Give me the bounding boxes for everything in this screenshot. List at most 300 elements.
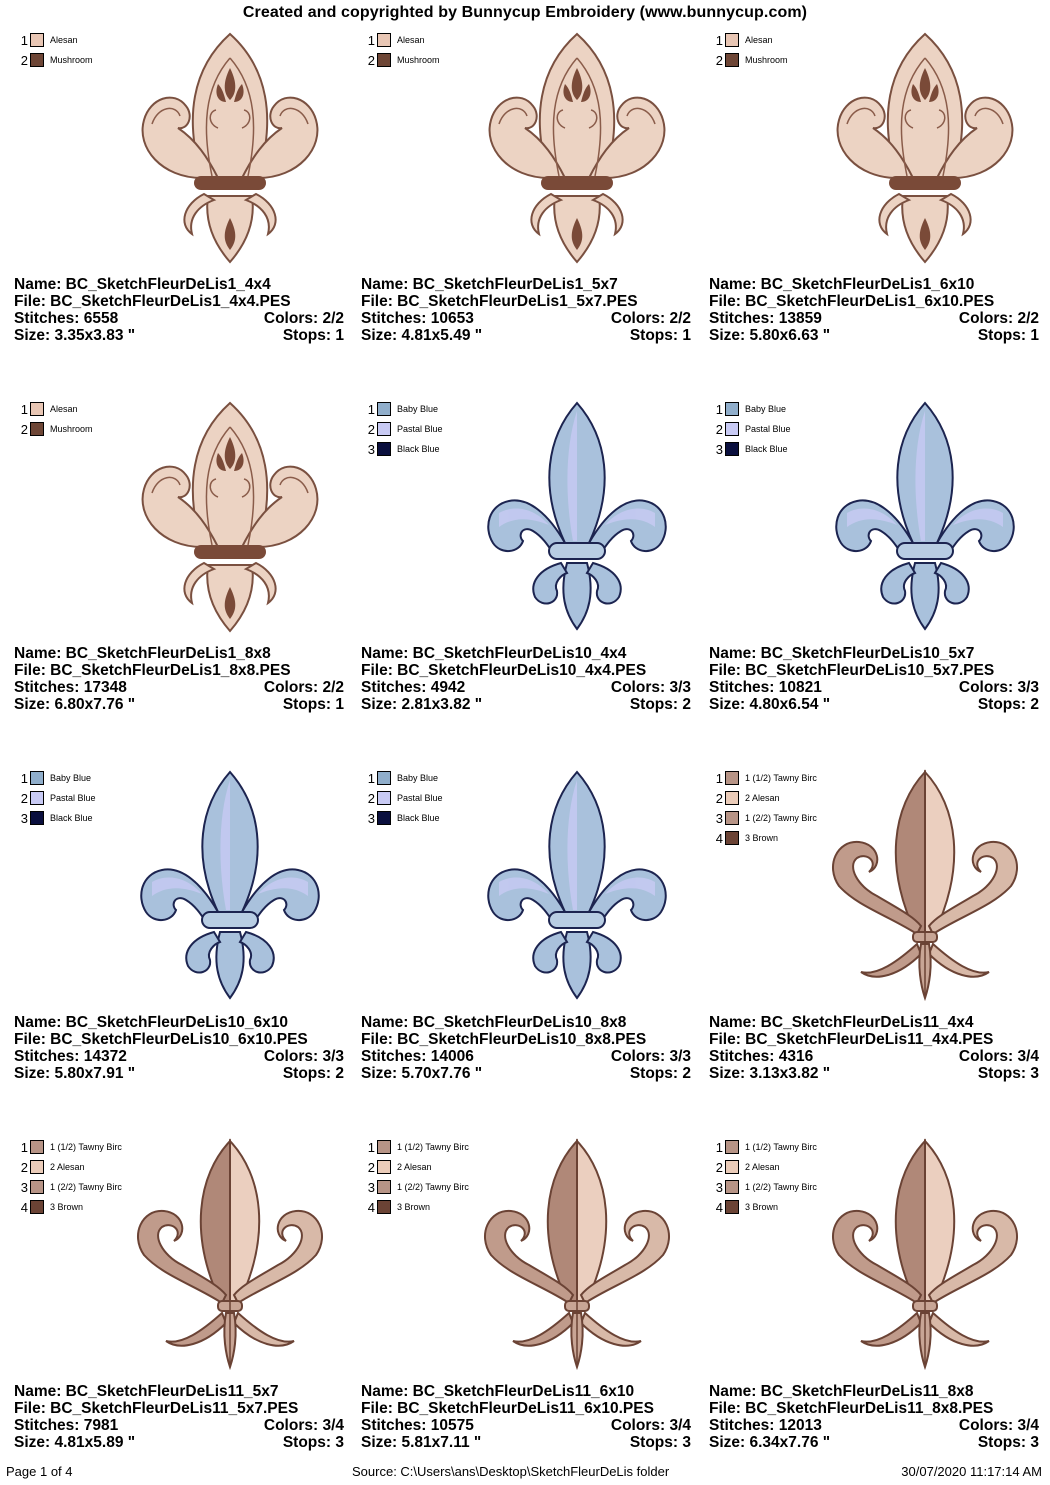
stitch-count: Stitches: 10575 <box>361 1417 474 1434</box>
design-info <box>14 1383 344 1451</box>
color-swatch <box>377 53 391 67</box>
info-line <box>14 293 344 310</box>
stitch-count: Stitches: 4316 <box>709 1048 814 1065</box>
color-count: Colors: 3/4 <box>610 1417 691 1434</box>
design-size: Size: 5.80x7.91 " <box>14 1065 136 1082</box>
legend-number: 1 <box>20 1139 28 1155</box>
embroidery-preview <box>469 766 685 1004</box>
design-info <box>361 645 691 713</box>
legend-number: 4 <box>367 1199 375 1215</box>
color-swatch <box>725 791 739 805</box>
color-swatch <box>377 422 391 436</box>
color-legend <box>365 768 471 828</box>
design-file: File: BC_SketchFleurDeLis10_5x7.PES <box>709 662 995 679</box>
thread-name: Alesan <box>50 404 78 414</box>
design-file: File: BC_SketchFleurDeLis1_6x10.PES <box>709 293 995 310</box>
color-swatch <box>377 1180 391 1194</box>
legend-row <box>18 399 124 419</box>
legend-number: 2 <box>367 1159 375 1175</box>
legend-number: 3 <box>715 1179 723 1195</box>
info-line <box>14 696 344 713</box>
color-swatch <box>377 1200 391 1214</box>
info-line <box>361 1014 691 1031</box>
legend-row <box>18 1157 124 1177</box>
legend-row <box>365 439 471 459</box>
info-line <box>709 293 1039 310</box>
legend-row <box>365 30 471 50</box>
thread-name: Black Blue <box>397 813 440 823</box>
legend-number: 2 <box>367 52 375 68</box>
info-line <box>709 696 1039 713</box>
info-line <box>14 662 344 679</box>
color-swatch <box>377 1160 391 1174</box>
thread-name: 1 (1/2) Tawny Birc <box>745 773 817 783</box>
page-number: Page 1 of 4 <box>6 1464 73 1479</box>
thread-name: Black Blue <box>745 444 788 454</box>
design-card <box>14 1133 344 1473</box>
info-line <box>361 276 691 293</box>
legend-row <box>713 1197 819 1217</box>
design-info <box>14 645 344 713</box>
legend-number: 4 <box>715 830 723 846</box>
embroidery-preview <box>817 766 1033 1004</box>
stop-count: Stops: 3 <box>977 1434 1039 1451</box>
legend-row <box>713 1177 819 1197</box>
stop-count: Stops: 1 <box>282 327 344 344</box>
thread-name: Pastal Blue <box>397 424 443 434</box>
design-card <box>361 26 691 366</box>
design-file: File: BC_SketchFleurDeLis10_4x4.PES <box>361 662 647 679</box>
design-file: File: BC_SketchFleurDeLis11_6x10.PES <box>361 1400 654 1417</box>
legend-number: 3 <box>367 1179 375 1195</box>
design-size: Size: 4.81x5.89 " <box>14 1434 136 1451</box>
stop-count: Stops: 2 <box>629 1065 691 1082</box>
color-legend <box>713 399 819 459</box>
legend-number: 1 <box>367 1139 375 1155</box>
thread-name: Alesan <box>50 35 78 45</box>
thread-name: 1 (2/2) Tawny Birc <box>50 1182 122 1192</box>
design-name: Name: BC_SketchFleurDeLis11_4x4 <box>709 1014 974 1031</box>
legend-row <box>365 399 471 419</box>
stop-count: Stops: 1 <box>282 696 344 713</box>
stop-count: Stops: 1 <box>977 327 1039 344</box>
legend-number: 2 <box>367 790 375 806</box>
color-legend <box>713 768 819 848</box>
design-size: Size: 4.80x6.54 " <box>709 696 831 713</box>
info-line <box>361 679 691 696</box>
legend-row <box>713 30 819 50</box>
legend-number: 1 <box>367 401 375 417</box>
design-info <box>14 1014 344 1082</box>
design-info <box>709 645 1039 713</box>
legend-row <box>713 1137 819 1157</box>
legend-number: 3 <box>367 810 375 826</box>
design-info <box>361 1014 691 1082</box>
thread-name: Baby Blue <box>50 773 92 783</box>
legend-number: 3 <box>715 441 723 457</box>
color-swatch <box>30 791 44 805</box>
color-count: Colors: 3/4 <box>958 1417 1039 1434</box>
info-line <box>14 1434 344 1451</box>
design-file: File: BC_SketchFleurDeLis11_8x8.PES <box>709 1400 994 1417</box>
embroidery-preview <box>122 766 338 1004</box>
info-line <box>709 1383 1039 1400</box>
legend-row <box>18 1177 124 1197</box>
legend-row <box>365 1137 471 1157</box>
design-card <box>361 764 691 1104</box>
color-count: Colors: 3/3 <box>263 1048 344 1065</box>
thread-name: 2 Alesan <box>397 1162 432 1172</box>
legend-number: 1 <box>20 401 28 417</box>
legend-number: 4 <box>20 1199 28 1215</box>
color-swatch <box>377 1140 391 1154</box>
legend-row <box>713 399 819 419</box>
info-line <box>361 1383 691 1400</box>
thread-name: Black Blue <box>397 444 440 454</box>
color-count: Colors: 2/2 <box>263 679 344 696</box>
print-timestamp: 30/07/2020 11:17:14 AM <box>901 1464 1042 1479</box>
legend-number: 2 <box>715 790 723 806</box>
legend-row <box>18 419 124 439</box>
info-line <box>14 1014 344 1031</box>
design-size: Size: 6.80x7.76 " <box>14 696 136 713</box>
legend-number: 2 <box>20 421 28 437</box>
stop-count: Stops: 2 <box>629 696 691 713</box>
stitch-count: Stitches: 10653 <box>361 310 474 327</box>
info-line <box>709 276 1039 293</box>
design-info <box>14 276 344 344</box>
info-line <box>361 293 691 310</box>
color-swatch <box>725 422 739 436</box>
embroidery-preview <box>122 1135 338 1373</box>
color-count: Colors: 3/3 <box>958 679 1039 696</box>
legend-row <box>18 808 124 828</box>
info-line <box>361 310 691 327</box>
info-line <box>709 662 1039 679</box>
color-swatch <box>725 33 739 47</box>
thread-name: 1 (1/2) Tawny Birc <box>50 1142 122 1152</box>
thread-name: Pastal Blue <box>397 793 443 803</box>
design-name: Name: BC_SketchFleurDeLis11_6x10 <box>361 1383 635 1400</box>
color-swatch <box>30 1160 44 1174</box>
embroidery-preview <box>817 28 1033 266</box>
info-line <box>14 645 344 662</box>
color-count: Colors: 2/2 <box>958 310 1039 327</box>
info-line <box>709 1417 1039 1434</box>
legend-number: 1 <box>20 770 28 786</box>
info-line <box>361 662 691 679</box>
info-line <box>709 645 1039 662</box>
thread-name: Mushroom <box>50 55 93 65</box>
legend-row <box>18 788 124 808</box>
design-name: Name: BC_SketchFleurDeLis10_6x10 <box>14 1014 288 1031</box>
design-size: Size: 6.34x7.76 " <box>709 1434 831 1451</box>
legend-row <box>713 808 819 828</box>
color-legend <box>18 768 124 828</box>
color-legend <box>365 399 471 459</box>
design-size: Size: 3.35x3.83 " <box>14 327 136 344</box>
legend-number: 2 <box>20 52 28 68</box>
legend-row <box>18 1197 124 1217</box>
thread-name: Mushroom <box>745 55 788 65</box>
legend-number: 3 <box>367 441 375 457</box>
stitch-count: Stitches: 10821 <box>709 679 822 696</box>
thread-name: 2 Alesan <box>745 793 780 803</box>
legend-number: 2 <box>367 421 375 437</box>
thread-name: 2 Alesan <box>50 1162 85 1172</box>
color-swatch <box>30 811 44 825</box>
thread-name: Alesan <box>397 35 425 45</box>
embroidery-preview <box>469 1135 685 1373</box>
design-name: Name: BC_SketchFleurDeLis11_5x7 <box>14 1383 279 1400</box>
design-name: Name: BC_SketchFleurDeLis10_5x7 <box>709 645 975 662</box>
thread-name: 1 (1/2) Tawny Birc <box>397 1142 469 1152</box>
info-line <box>14 1417 344 1434</box>
stop-count: Stops: 3 <box>282 1434 344 1451</box>
embroidery-preview <box>122 28 338 266</box>
legend-number: 1 <box>715 401 723 417</box>
color-swatch <box>30 1200 44 1214</box>
color-swatch <box>377 771 391 785</box>
thread-name: Pastal Blue <box>50 793 96 803</box>
color-swatch <box>725 442 739 456</box>
thread-name: 3 Brown <box>397 1202 431 1212</box>
info-line <box>14 1383 344 1400</box>
thread-name: 3 Brown <box>745 1202 779 1212</box>
thread-name: 3 Brown <box>745 833 779 843</box>
legend-number: 4 <box>715 1199 723 1215</box>
legend-row <box>713 419 819 439</box>
legend-row <box>365 788 471 808</box>
design-file: File: BC_SketchFleurDeLis10_6x10.PES <box>14 1031 308 1048</box>
color-swatch <box>725 831 739 845</box>
color-swatch <box>30 422 44 436</box>
legend-number: 1 <box>715 32 723 48</box>
color-count: Colors: 3/3 <box>610 1048 691 1065</box>
design-name: Name: BC_SketchFleurDeLis1_6x10 <box>709 276 975 293</box>
thread-name: 2 Alesan <box>745 1162 780 1172</box>
color-swatch <box>725 1200 739 1214</box>
stop-count: Stops: 2 <box>977 696 1039 713</box>
legend-row <box>713 1157 819 1177</box>
color-swatch <box>377 811 391 825</box>
design-size: Size: 2.81x3.82 " <box>361 696 483 713</box>
color-legend <box>18 1137 124 1217</box>
legend-row <box>365 1197 471 1217</box>
design-size: Size: 4.81x5.49 " <box>361 327 483 344</box>
info-line <box>709 1065 1039 1082</box>
info-line <box>14 276 344 293</box>
info-line <box>709 1434 1039 1451</box>
design-card <box>709 395 1039 735</box>
info-line <box>709 1400 1039 1417</box>
legend-number: 2 <box>715 1159 723 1175</box>
legend-row <box>713 439 819 459</box>
info-line <box>361 645 691 662</box>
embroidery-preview <box>817 397 1033 635</box>
legend-number: 3 <box>20 810 28 826</box>
legend-row <box>18 50 124 70</box>
design-size: Size: 5.70x7.76 " <box>361 1065 483 1082</box>
info-line <box>361 1434 691 1451</box>
design-card <box>14 395 344 735</box>
stitch-count: Stitches: 14372 <box>14 1048 127 1065</box>
thread-name: Pastal Blue <box>745 424 791 434</box>
embroidery-preview <box>469 397 685 635</box>
design-info <box>361 1383 691 1451</box>
info-line <box>14 679 344 696</box>
color-swatch <box>725 811 739 825</box>
info-line <box>361 1065 691 1082</box>
legend-row <box>365 50 471 70</box>
color-legend <box>18 30 124 70</box>
color-swatch <box>377 402 391 416</box>
legend-number: 3 <box>715 810 723 826</box>
color-legend <box>365 30 471 70</box>
legend-number: 1 <box>367 32 375 48</box>
color-swatch <box>377 33 391 47</box>
color-swatch <box>725 1180 739 1194</box>
design-size: Size: 5.81x7.11 " <box>361 1434 482 1451</box>
color-swatch <box>377 442 391 456</box>
design-name: Name: BC_SketchFleurDeLis11_8x8 <box>709 1383 974 1400</box>
legend-number: 1 <box>367 770 375 786</box>
color-swatch <box>377 791 391 805</box>
info-line <box>709 1014 1039 1031</box>
legend-number: 3 <box>20 1179 28 1195</box>
color-swatch <box>30 1140 44 1154</box>
design-file: File: BC_SketchFleurDeLis1_5x7.PES <box>361 293 638 310</box>
legend-row <box>365 1177 471 1197</box>
design-file: File: BC_SketchFleurDeLis1_4x4.PES <box>14 293 291 310</box>
color-swatch <box>725 771 739 785</box>
legend-row <box>18 1137 124 1157</box>
design-size: Size: 3.13x3.82 " <box>709 1065 831 1082</box>
embroidery-preview <box>469 28 685 266</box>
color-legend <box>713 30 819 70</box>
legend-row <box>713 50 819 70</box>
design-info <box>709 1383 1039 1451</box>
stitch-count: Stitches: 14006 <box>361 1048 474 1065</box>
color-swatch <box>30 1180 44 1194</box>
info-line <box>709 327 1039 344</box>
legend-number: 2 <box>20 1159 28 1175</box>
info-line <box>14 1048 344 1065</box>
stitch-count: Stitches: 13859 <box>709 310 822 327</box>
stitch-count: Stitches: 17348 <box>14 679 127 696</box>
info-line <box>361 1417 691 1434</box>
color-count: Colors: 3/3 <box>610 679 691 696</box>
info-line <box>14 1031 344 1048</box>
design-file: File: BC_SketchFleurDeLis1_8x8.PES <box>14 662 291 679</box>
legend-row <box>18 30 124 50</box>
legend-number: 2 <box>20 790 28 806</box>
info-line <box>14 310 344 327</box>
color-swatch <box>30 53 44 67</box>
design-info <box>709 276 1039 344</box>
design-info <box>361 276 691 344</box>
design-card <box>361 1133 691 1473</box>
info-line <box>361 327 691 344</box>
color-count: Colors: 2/2 <box>263 310 344 327</box>
design-name: Name: BC_SketchFleurDeLis10_8x8 <box>361 1014 627 1031</box>
design-card <box>14 764 344 1104</box>
info-line <box>709 679 1039 696</box>
color-swatch <box>30 402 44 416</box>
embroidery-preview <box>122 397 338 635</box>
design-card <box>709 764 1039 1104</box>
legend-row <box>713 768 819 788</box>
design-name: Name: BC_SketchFleurDeLis1_4x4 <box>14 276 271 293</box>
color-count: Colors: 3/4 <box>263 1417 344 1434</box>
color-swatch <box>725 1140 739 1154</box>
page-header: Created and copyrighted by Bunnycup Embroidery (www.bunnycup.com) <box>242 4 808 21</box>
design-card <box>709 1133 1039 1473</box>
thread-name: 3 Brown <box>50 1202 84 1212</box>
info-line <box>14 327 344 344</box>
info-line <box>14 1400 344 1417</box>
design-size: Size: 5.80x6.63 " <box>709 327 831 344</box>
design-card <box>709 26 1039 366</box>
color-swatch <box>725 402 739 416</box>
thread-name: Alesan <box>745 35 773 45</box>
info-line <box>361 696 691 713</box>
thread-name: Baby Blue <box>397 404 439 414</box>
legend-number: 1 <box>715 770 723 786</box>
stitch-count: Stitches: 7981 <box>14 1417 119 1434</box>
design-card <box>14 26 344 366</box>
design-file: File: BC_SketchFleurDeLis11_4x4.PES <box>709 1031 994 1048</box>
stop-count: Stops: 3 <box>629 1434 691 1451</box>
info-line <box>709 1031 1039 1048</box>
legend-row <box>365 808 471 828</box>
info-line <box>361 1031 691 1048</box>
thread-name: Black Blue <box>50 813 93 823</box>
legend-number: 2 <box>715 421 723 437</box>
legend-number: 1 <box>20 32 28 48</box>
thread-name: Mushroom <box>397 55 440 65</box>
legend-row <box>18 768 124 788</box>
color-count: Colors: 2/2 <box>610 310 691 327</box>
design-file: File: BC_SketchFleurDeLis10_8x8.PES <box>361 1031 647 1048</box>
info-line <box>14 1065 344 1082</box>
legend-number: 2 <box>715 52 723 68</box>
design-info <box>709 1014 1039 1082</box>
thread-name: 1 (1/2) Tawny Birc <box>745 1142 817 1152</box>
info-line <box>709 1048 1039 1065</box>
stop-count: Stops: 1 <box>629 327 691 344</box>
info-line <box>361 1400 691 1417</box>
legend-row <box>365 768 471 788</box>
info-line <box>361 1048 691 1065</box>
info-line <box>709 310 1039 327</box>
stitch-count: Stitches: 4942 <box>361 679 466 696</box>
legend-number: 1 <box>715 1139 723 1155</box>
legend-row <box>713 828 819 848</box>
color-swatch <box>30 771 44 785</box>
thread-name: Baby Blue <box>397 773 439 783</box>
color-swatch <box>725 1160 739 1174</box>
thread-name: 1 (2/2) Tawny Birc <box>745 813 817 823</box>
legend-row <box>713 788 819 808</box>
legend-row <box>365 1157 471 1177</box>
design-file: File: BC_SketchFleurDeLis11_5x7.PES <box>14 1400 299 1417</box>
design-name: Name: BC_SketchFleurDeLis10_4x4 <box>361 645 627 662</box>
thread-name: Baby Blue <box>745 404 787 414</box>
embroidery-preview <box>817 1135 1033 1373</box>
stitch-count: Stitches: 6558 <box>14 310 119 327</box>
thread-name: 1 (2/2) Tawny Birc <box>745 1182 817 1192</box>
